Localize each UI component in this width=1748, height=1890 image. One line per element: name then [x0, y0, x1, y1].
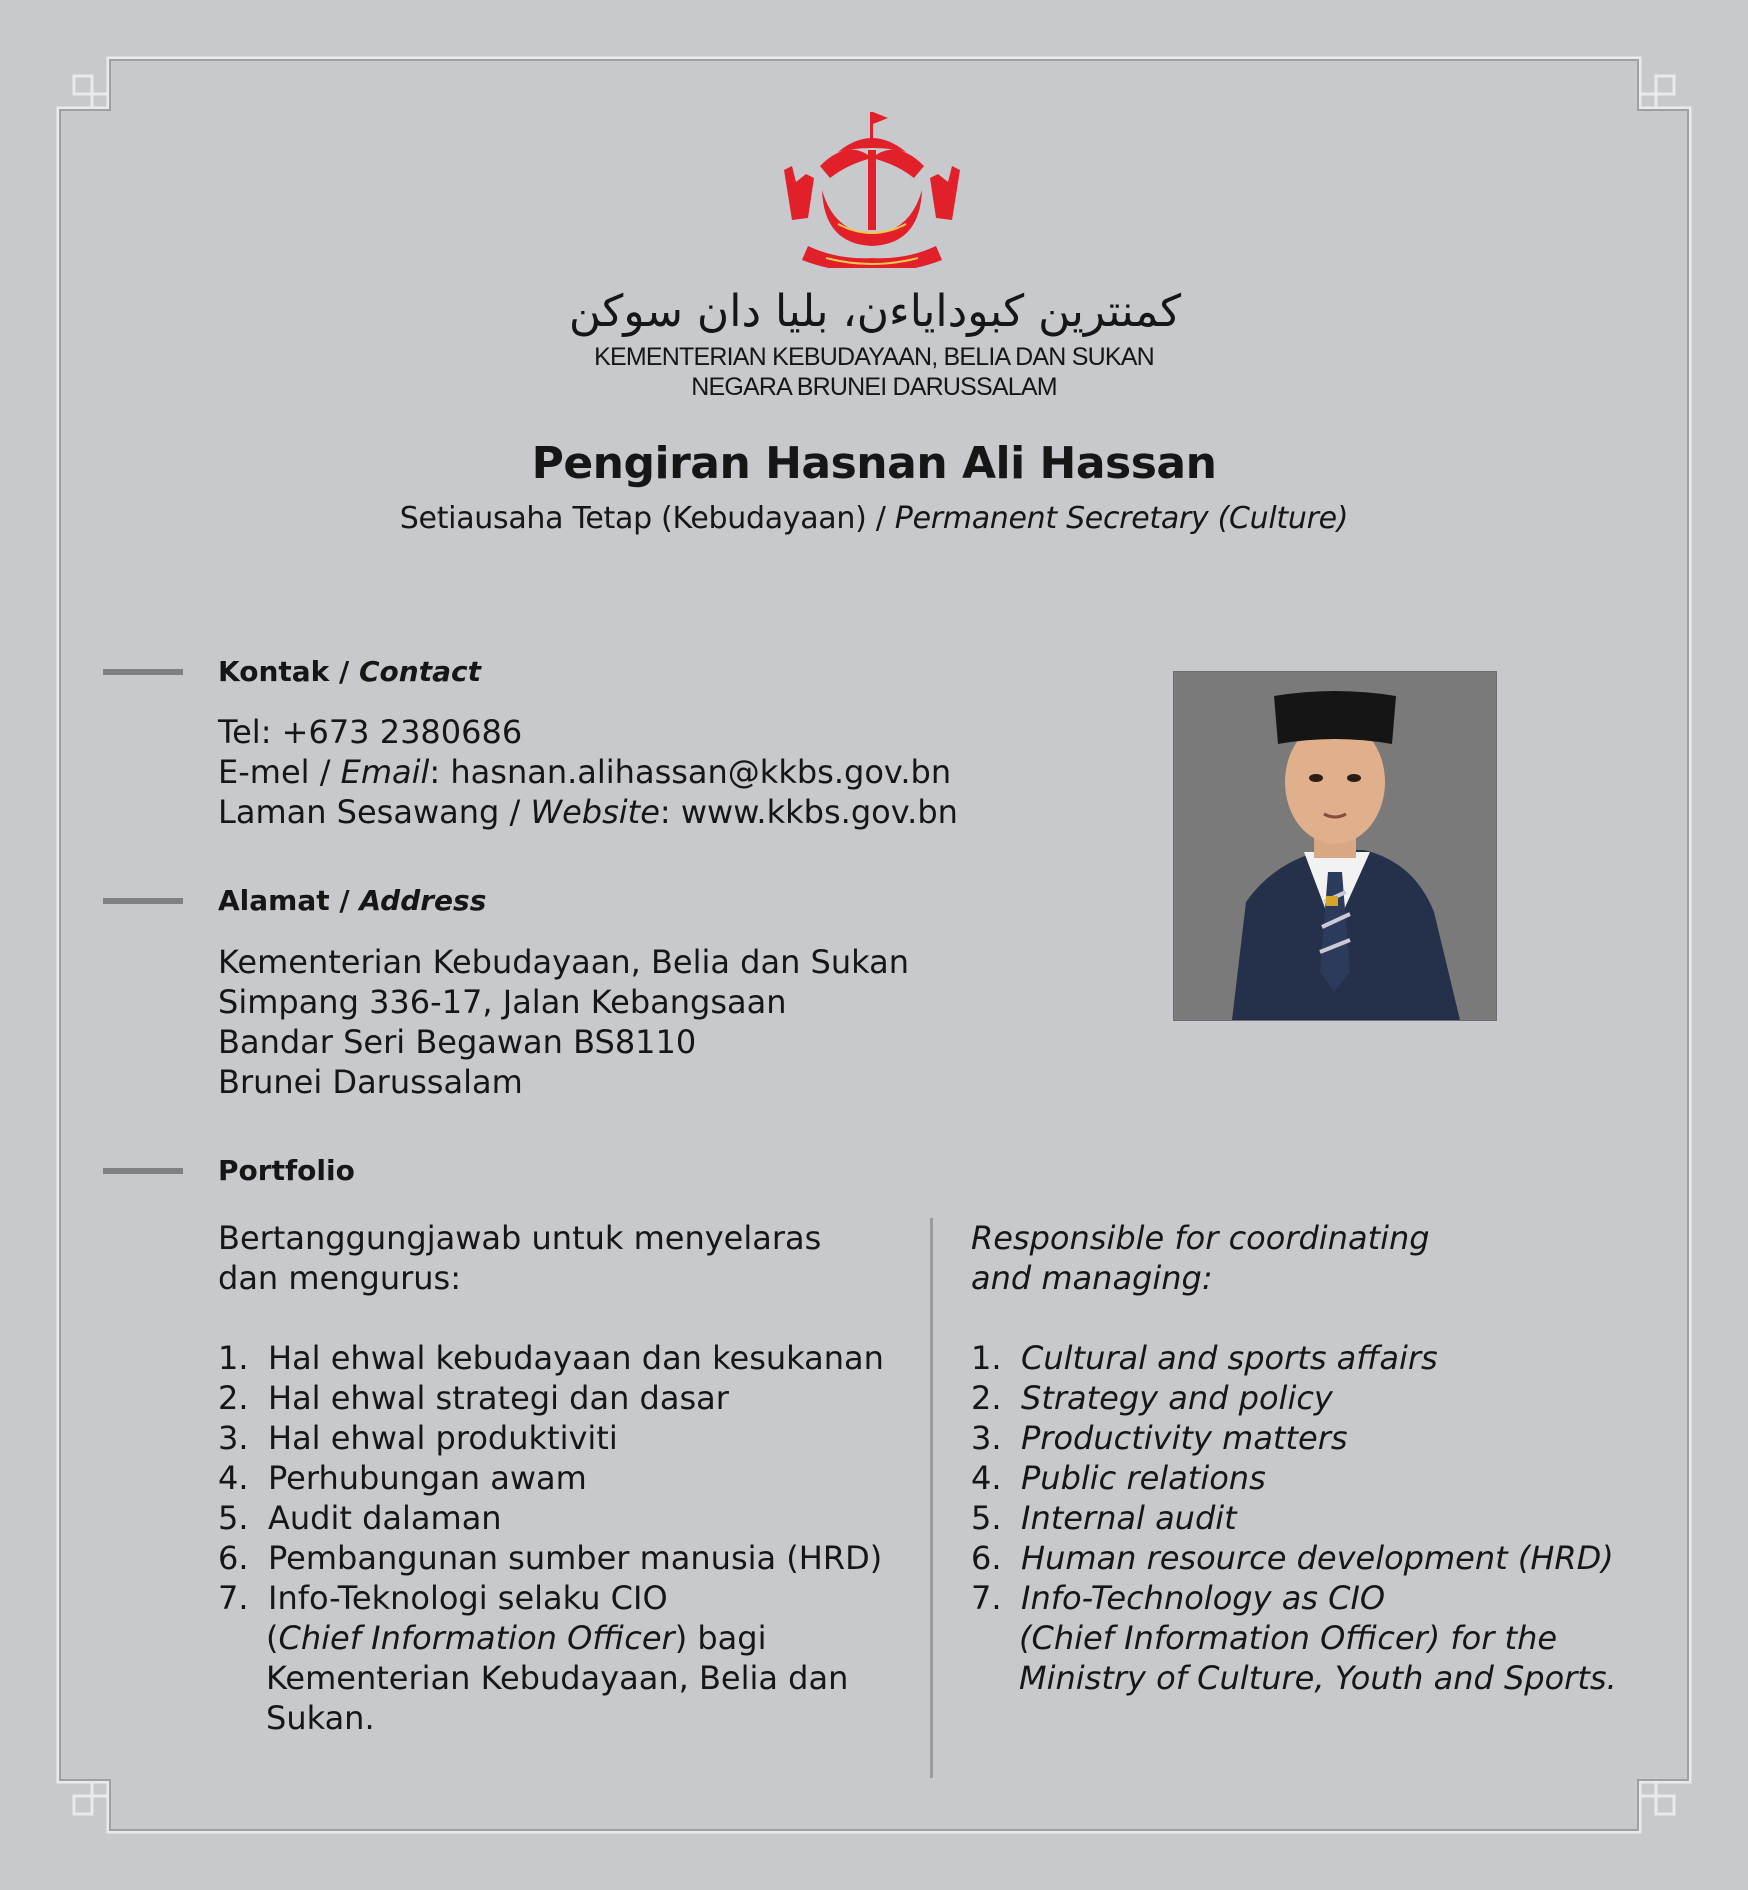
list-number: 5.	[971, 1499, 1002, 1537]
contact-tel: Tel: +673 2380686	[218, 713, 523, 751]
list-item: Strategy and policy	[1021, 1379, 1333, 1417]
section-dash-portfolio	[103, 1168, 183, 1174]
list-item: Internal audit	[1021, 1499, 1237, 1537]
role-english: Permanent Secretary (Culture)	[894, 501, 1349, 536]
list-item: Cultural and sports affairs	[1021, 1339, 1438, 1377]
person-photo	[1173, 671, 1497, 1021]
portfolio-intro-malay: Bertanggungjawab untuk menyelaras	[218, 1219, 822, 1257]
address-line: Kementerian Kebudayaan, Belia dan Sukan	[218, 943, 909, 981]
website-label-english: Website	[530, 793, 660, 831]
contact-section-title	[218, 655, 481, 688]
list-item-continuation: Ministry of Culture, Youth and Sports.	[1019, 1659, 1617, 1697]
list-item: Public relations	[1021, 1459, 1266, 1497]
paren-open: (	[266, 1619, 279, 1657]
list-number: 4.	[971, 1459, 1002, 1497]
cio-term: Chief Information Officer	[278, 1619, 675, 1657]
list-item: Hal ehwal kebudayaan dan kesukanan	[268, 1339, 884, 1377]
list-item: Info-Technology as CIO	[1021, 1579, 1386, 1617]
portfolio-intro-malay: dan mengurus:	[218, 1259, 461, 1297]
ministry-name-arabic: كمنترين كبوداياءن، بليا دان سوكن	[568, 286, 1182, 337]
website-label-malay: Laman Sesawang /	[218, 793, 531, 831]
list-number: 5.	[218, 1499, 249, 1537]
list-item: Info-Teknologi selaku CIO	[268, 1579, 668, 1617]
address-line: Brunei Darussalam	[218, 1063, 523, 1101]
list-item: Pembangunan sumber manusia (HRD)	[268, 1539, 883, 1577]
address-line: Bandar Seri Begawan BS8110	[218, 1023, 697, 1061]
section-dash-contact	[103, 669, 183, 675]
list-item: Perhubungan awam	[268, 1459, 587, 1497]
list-number: 3.	[971, 1419, 1002, 1457]
address-section-title	[218, 884, 486, 917]
ministry-name-line-1: KEMENTERIAN KEBUDAYAAN, BELIA DAN SUKAN	[594, 343, 1154, 371]
list-number: 3.	[218, 1419, 249, 1457]
email-value[interactable]: : hasnan.alihassan@kkbs.gov.bn	[429, 753, 952, 791]
list-number: 2.	[218, 1379, 249, 1417]
paren-close: ) bagi	[674, 1619, 767, 1657]
list-number: 1.	[971, 1339, 1002, 1377]
list-number: 6.	[971, 1539, 1002, 1577]
list-item: Human resource development (HRD)	[1021, 1539, 1614, 1577]
website-value[interactable]: : www.kkbs.gov.bn	[659, 793, 958, 831]
list-item-continuation: (Chief Information Officer) for the	[1019, 1619, 1558, 1657]
list-item-continuation: Sukan.	[266, 1699, 375, 1737]
brunei-crest-icon	[778, 108, 966, 268]
address-line: Simpang 336-17, Jalan Kebangsaan	[218, 983, 787, 1021]
email-label-english: Email	[340, 753, 430, 791]
list-item: Audit dalaman	[268, 1499, 502, 1537]
list-item: Hal ehwal produktiviti	[268, 1419, 618, 1457]
role-malay: Setiausaha Tetap (Kebudayaan) /	[399, 501, 895, 536]
list-number: 7.	[218, 1579, 249, 1617]
list-number: 4.	[218, 1459, 249, 1497]
address-title-english: Address	[359, 884, 487, 917]
contact-website	[218, 793, 958, 831]
contact-email	[218, 753, 951, 791]
portfolio-intro-english: Responsible for coordinating	[971, 1219, 1430, 1257]
portfolio-intro-english: and managing:	[971, 1259, 1213, 1297]
ministry-name-line-2: NEGARA BRUNEI DARUSSALAM	[691, 373, 1057, 401]
contact-title-english: Contact	[359, 655, 481, 688]
list-number: 6.	[218, 1539, 249, 1577]
portfolio-section-title: Portfolio	[218, 1154, 355, 1187]
list-number: 2.	[971, 1379, 1002, 1417]
person-name: Pengiran Hasnan Ali Hassan	[531, 438, 1217, 489]
list-item-continuation	[266, 1618, 766, 1658]
column-divider	[930, 1218, 933, 1778]
list-item-continuation: Kementerian Kebudayaan, Belia dan	[266, 1659, 849, 1697]
list-number: 7.	[971, 1579, 1002, 1617]
list-item: Productivity matters	[1021, 1419, 1348, 1457]
list-item: Hal ehwal strategi dan dasar	[268, 1379, 729, 1417]
address-title-malay: Alamat /	[218, 884, 360, 917]
list-number: 1.	[218, 1339, 249, 1377]
person-role	[0, 501, 1748, 536]
contact-title-malay: Kontak /	[218, 655, 359, 688]
email-label-malay: E-mel /	[218, 753, 341, 791]
section-dash-address	[103, 898, 183, 904]
portrait-icon	[1174, 672, 1496, 1020]
